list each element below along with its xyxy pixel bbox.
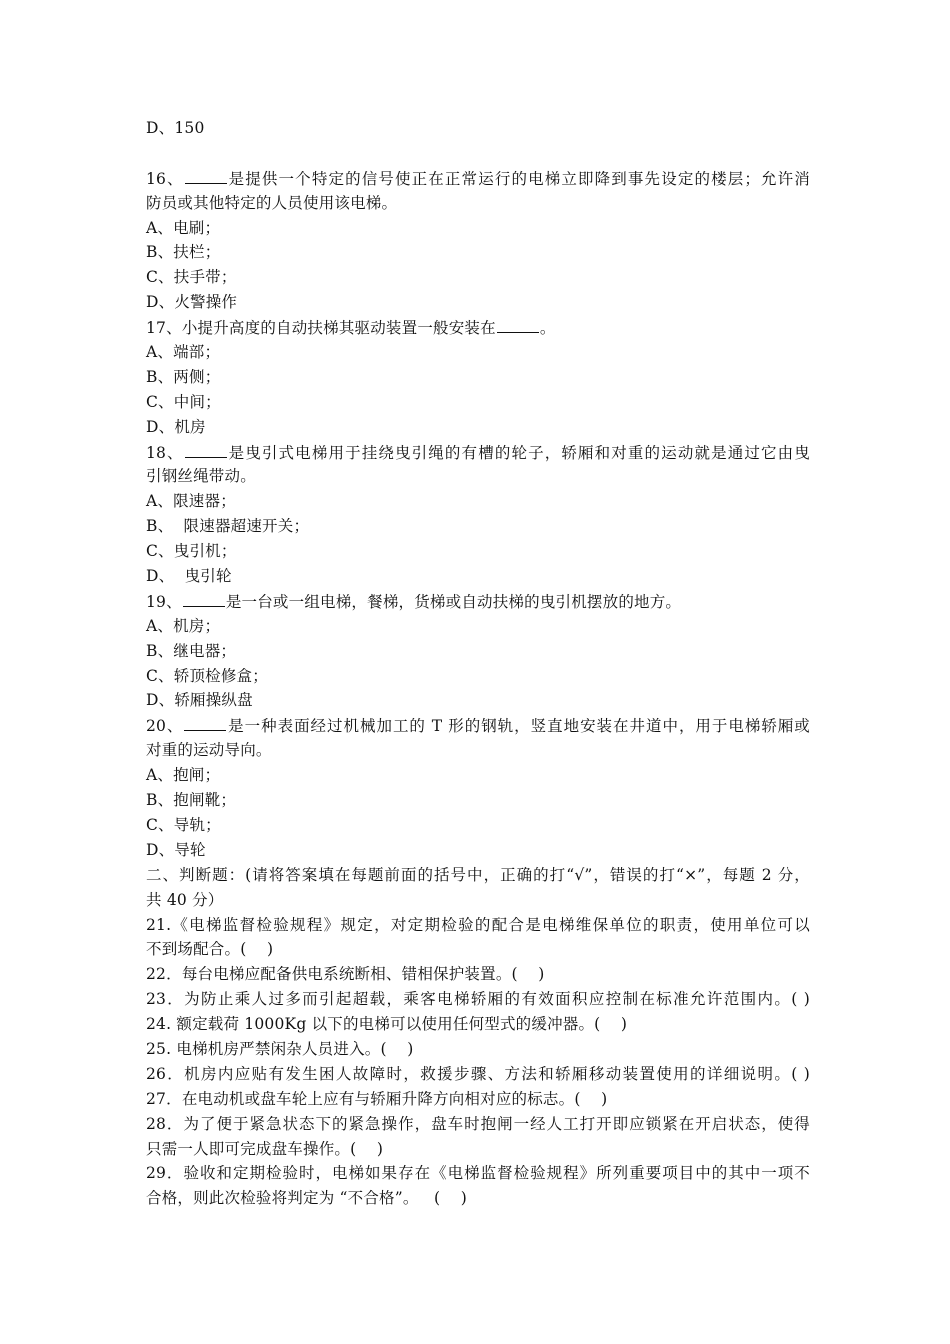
q27: 27．在电动机或盘车轮上应有与轿厢升降方向相对应的标志。( ) xyxy=(146,1089,608,1108)
q21-line-1: 21.《电梯监督检验规程》规定，对定期检验的配合是电梯维保单位的职责，使用单位可以 xyxy=(146,915,810,934)
q16-option-c: C、扶手带； xyxy=(146,268,237,287)
q17-option-b: B、两侧； xyxy=(146,367,221,386)
q26: 26．机房内应贴有发生困人故障时，救援步骤、方法和轿厢移动装置使用的详细说明。( ) xyxy=(146,1064,810,1083)
q20-stem-text-1: 是一种表面经过机械加工的 T 形的钢轨，竖直地安装在井道中，用于电梯轿厢或 xyxy=(227,717,810,736)
q17-answer-blank xyxy=(497,315,539,333)
paragraph-gap xyxy=(146,141,810,166)
q19-answer-blank xyxy=(183,589,225,607)
q18-stem-line-2: 引钢丝绳带动。 xyxy=(146,467,256,486)
q21-line-2: 不到场配合。( ) xyxy=(146,940,274,959)
q18-answer-blank xyxy=(185,440,227,458)
q20-option-a: A、抱闸； xyxy=(146,766,221,785)
q20-option-d: D、导轮 xyxy=(146,840,206,859)
q17-stem-text: 小提升高度的自动扶梯其驱动装置一般安装在 xyxy=(181,319,496,338)
q19-option-c: C、轿顶检修盒； xyxy=(146,666,268,685)
q18-option-d: D、 曳引轮 xyxy=(146,567,232,586)
q16-option-a: A、电刷； xyxy=(146,218,221,237)
q18-option-c: C、曳引机； xyxy=(146,542,237,561)
q20-answer-blank xyxy=(184,713,226,731)
q28-line-1: 28．为了便于紧急状态下的紧急操作，盘车时抱闸一经人工打开即应锁紧在开启状态，使得 xyxy=(146,1114,810,1133)
q16-option-d: D、火警操作 xyxy=(146,293,238,312)
q20-stem-line-1 xyxy=(146,713,810,738)
q16-number: 16、 xyxy=(146,169,184,188)
q19-option-b: B、继电器； xyxy=(146,641,237,660)
q20-option-b: B、抱闸靴； xyxy=(146,791,237,810)
q15-option-d: D、150 xyxy=(146,119,205,137)
q18-option-b: B、 限速器超速开关； xyxy=(146,517,310,536)
document-page xyxy=(146,116,810,1211)
q19-stem-text: 是一台或一组电梯，餐梯，货梯或自动扶梯的曳引机摆放的地方。 xyxy=(225,592,682,611)
q18-stem-text-1: 是曳引式电梯用于挂绕曳引绳的有槽的轮子，轿厢和对重的运动就是通过它由曳 xyxy=(227,443,810,462)
section2-header-line-1: 二、判断题：(请将答案填在每题前面的括号中，正确的打“√”，错误的打“×”，每题 2 分， xyxy=(146,865,810,884)
q16-option-b: B、扶栏； xyxy=(146,243,221,262)
q17-number: 17、 xyxy=(146,319,182,338)
q19-option-a: A、机房； xyxy=(146,616,221,635)
q17-option-d: D、机房 xyxy=(146,417,206,436)
q18-number: 18、 xyxy=(146,443,184,462)
q18-stem-line-1 xyxy=(146,440,810,465)
q17-option-a: A、端部； xyxy=(146,343,221,362)
q24: 24. 额定载荷 1000Kg 以下的电梯可以使用任何型式的缓冲器。( ) xyxy=(146,1015,628,1034)
q16-stem-line-2: 防员或其他特定的人员使用该电梯。 xyxy=(146,193,398,212)
q16-stem-line-1 xyxy=(146,166,810,191)
q20-number: 20、 xyxy=(146,717,184,736)
q19-stem xyxy=(146,589,810,614)
q17-option-c: C、中间； xyxy=(146,392,221,411)
section2-header-line-2: 共 40 分） xyxy=(146,890,224,909)
q29-line-1: 29．验收和定期检验时，电梯如果存在《电梯监督检验规程》所列重要项目中的其中一项不 xyxy=(146,1164,810,1183)
q22: 22．每台电梯应配备供电系统断相、错相保护装置。( ) xyxy=(146,965,545,984)
q19-option-d: D、轿厢操纵盘 xyxy=(146,691,253,710)
q25: 25. 电梯机房严禁闲杂人员进入。( ) xyxy=(146,1039,414,1058)
q29-line-2: 合格，则此次检验将判定为 “不合格”。 ( ) xyxy=(146,1189,467,1208)
q17-stem xyxy=(146,315,810,340)
q20-option-c: C、导轨； xyxy=(146,815,221,834)
q16-answer-blank xyxy=(185,166,227,184)
q18-option-a: A、限速器； xyxy=(146,492,236,511)
q20-stem-line-2: 对重的运动导向。 xyxy=(146,741,272,760)
q28-line-2: 只需一人即可完成盘车操作。( ) xyxy=(146,1139,384,1158)
q17-stem-end: 。 xyxy=(539,319,556,338)
q16-stem-text-1: 是提供一个特定的信号使正在正常运行的电梯立即降到事先设定的楼层；允许消 xyxy=(227,169,810,188)
q19-number: 19、 xyxy=(146,592,182,611)
q23: 23．为防止乘人过多而引起超载，乘客电梯轿厢的有效面积应控制在标准允许范围内。( ) xyxy=(146,990,810,1009)
